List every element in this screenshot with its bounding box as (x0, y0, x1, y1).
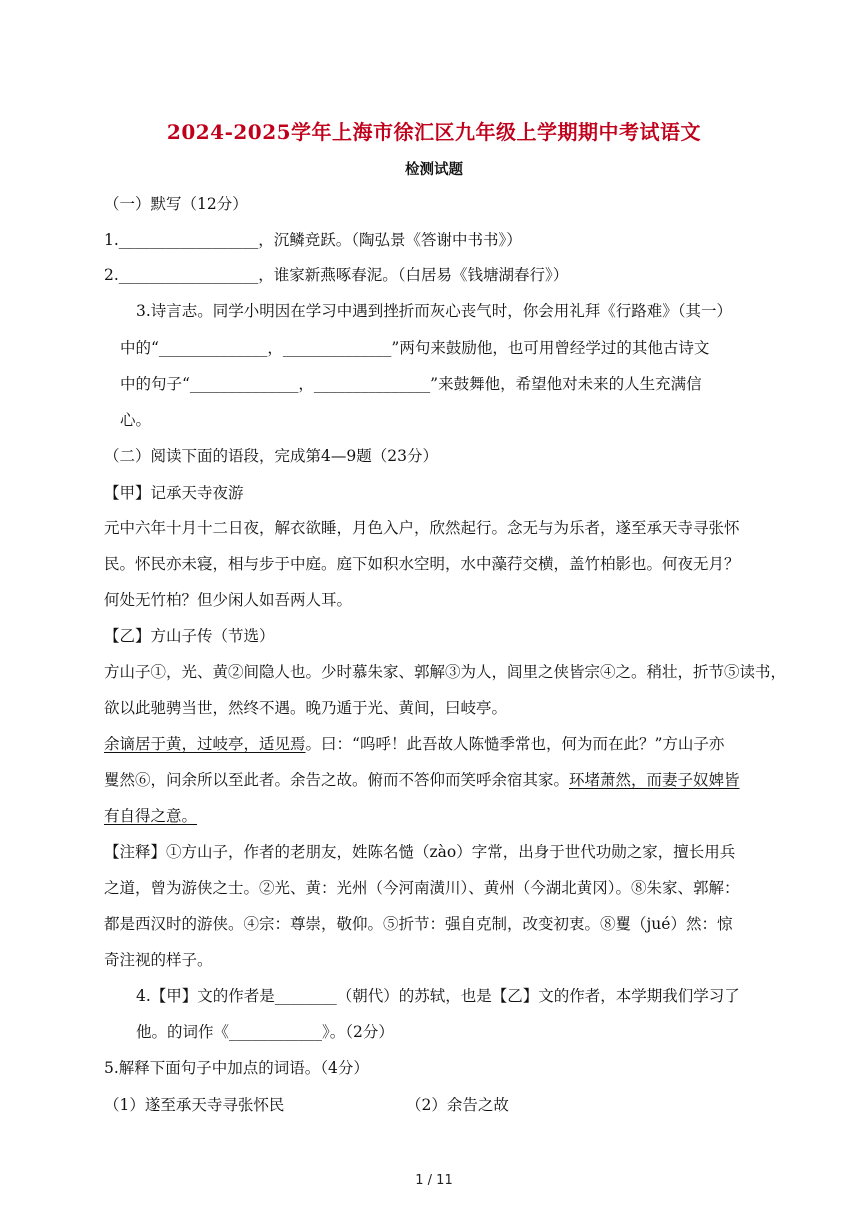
question-5-item: （2）余告之故 (406, 1096, 509, 1114)
passage-jia-line: 元中六年十月十二日夜，解衣欲睡，月色入户，欣然起行。念无与为乐者，遂至承天寺寻张怀 (104, 519, 740, 537)
passage-text: 矍然⑥，问余所以至此者。余告之故。俯而不答仰而笑呼余宿其家。 (104, 771, 570, 789)
underlined-sentence: 环堵萧然，而妻子奴婢皆 (569, 771, 740, 789)
passage-yi-line (104, 805, 197, 827)
question-4-line: 他。的词作《____________》。（2分） (136, 1023, 394, 1041)
section-heading-reading: （二）阅读下面的语段，完成第4—9题（23分） (104, 447, 438, 465)
question-4-line: 4.【甲】文的作者是________（朝代）的苏轼，也是【乙】文的作者，本学期我们学习了 (136, 987, 740, 1005)
notes-line: 之道，曾为游侠之士。②光、黄：光州（今河南潢川）、黄州（今湖北黄冈）。⑧朱家、郭解： (104, 879, 740, 897)
document-subtitle: 检测试题 (405, 161, 463, 178)
passage-yi-line (104, 769, 740, 791)
notes-line: 奇注视的样子。 (104, 951, 213, 969)
passage-yi-heading: 【乙】方山子传（节选） (104, 627, 275, 645)
question-5-item: （1）遂至承天寺寻张怀民 (104, 1096, 285, 1114)
notes-line: 【注释】①方山子，作者的老朋友，姓陈名慥（zào）字常，出身于世代功勋之家，擅长用兵 (104, 843, 736, 861)
document-title: 2024-2025学年上海市徐汇区九年级上学期期中考试语文 (166, 120, 702, 144)
passage-jia-line: 何处无竹柏？但少闲人如吾两人耳。 (104, 591, 353, 609)
passage-jia-heading: 【甲】记承天寺夜游 (104, 484, 244, 502)
passage-yi-line: 方山子①，光、黄②间隐人也。少时慕朱家、郭解③为人，闾里之侠皆宗④之。稍壮，折节⑤读书， (104, 663, 787, 681)
question-2: 2.__________________，谁家新燕啄春泥。（白居易《钱塘湖春行》） (104, 266, 569, 284)
underlined-sentence: 有自得之意。 (104, 807, 198, 825)
question-3-line: 中的“______________，______________”两句来鼓励他，也可用曾经学过的其他古诗文 (120, 339, 710, 357)
passage-jia-line: 民。怀民亦未寝，相与步于中庭。庭下如积水空明，水中藻荇交横，盖竹柏影也。何夜无月？ (104, 555, 740, 573)
passage-yi-line: 欲以此驰骋当世，然终不遇。晚乃遁于光、黄间，曰岐亭。 (104, 699, 508, 717)
section-heading-dictation: （一）默写（12分） (104, 195, 248, 213)
question-3-line: 3.诗言志。同学小明因在学习中遇到挫折而灰心丧气时，你会用礼拜《行路难》（其一） (136, 302, 733, 320)
question-1: 1.__________________，沉鳞竞跃。（陶弘景《答谢中书书》） (104, 231, 522, 249)
passage-text: 。曰：“呜呼！此吾故人陈慥季常也，何为而在此？”方山子亦 (305, 735, 725, 753)
page-number: 1 / 11 (415, 1173, 453, 1188)
passage-yi-line (104, 733, 724, 755)
question-5: 5.解释下面句子中加点的词语。（4分） (104, 1059, 369, 1077)
question-3-line: 中的句子“______________，_______________”来鼓舞他，希望他对未来的人生充满信 (120, 375, 702, 393)
notes-line: 都是西汉时的游侠。④宗：尊崇，敬仰。⑤折节：强自克制，改变初衷。⑧矍（jué）然：惊 (104, 915, 733, 933)
underlined-sentence: 余谪居于黄，过岐亭，适见焉 (104, 735, 306, 753)
question-3-line: 心。 (120, 411, 152, 429)
